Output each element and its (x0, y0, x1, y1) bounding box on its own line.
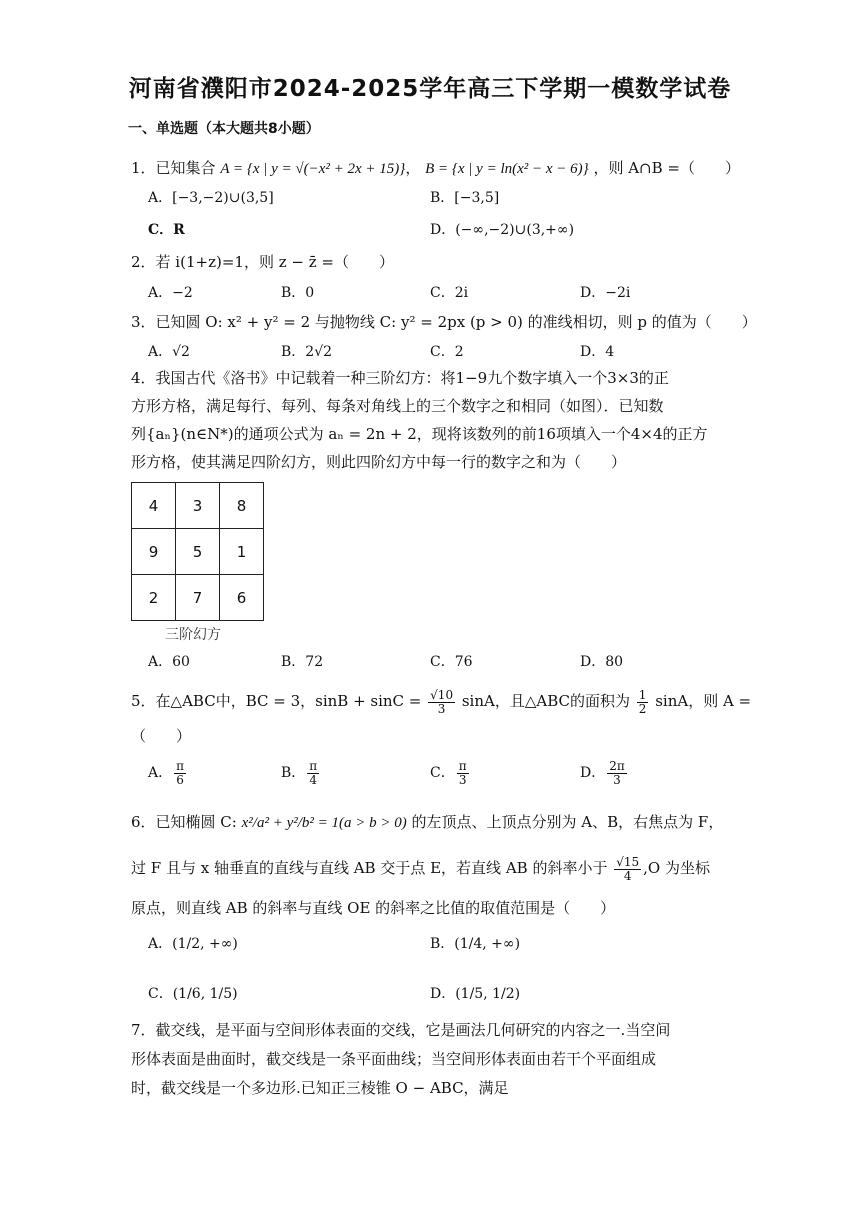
fraction: $\frac{\pi}{4}$ (309, 758, 318, 787)
fraction: $\frac{√10}{3}$ (430, 687, 454, 716)
set-a-definition: A = {x | y = √(−x² + 2x + 15)} (220, 161, 406, 177)
grid-cell: 7 (176, 575, 220, 621)
question-4-line-2: 方形方格，满足每行、每列、每条对角线上的三个数字之和相同（如图）．已知数 (131, 397, 664, 415)
question-5-paren: （ ） (131, 727, 192, 745)
q4-option-a[interactable]: A．60 (148, 654, 190, 670)
q1-option-c[interactable]: C．R (148, 222, 185, 238)
q2-option-b[interactable]: B．0 (281, 285, 315, 301)
grid-row (132, 575, 264, 621)
q5-option-d[interactable]: D． $\frac{2\pi}{3}$ (580, 758, 625, 787)
ellipse-equation: x²/a² + y²/b² = 1(a > b > 0) (241, 815, 407, 831)
q6-option-a[interactable]: A．(1/2, +∞) (148, 936, 238, 952)
grid-cell: 1 (220, 529, 264, 575)
question-6-line-1: 6．已知椭圆 C: x²/a² + y²/b² = 1(a > b > 0) 的左顶点、上顶点分别为 A、B，右焦点为 F， (131, 813, 724, 831)
q5-option-c[interactable]: C． $\frac{\pi}{3}$ (430, 758, 467, 787)
grid-row (132, 529, 264, 575)
fraction: $\frac{\pi}{6}$ (176, 758, 185, 787)
q3-option-b[interactable]: B．2√2 (281, 344, 333, 360)
q3-option-c[interactable]: C．2 (430, 344, 464, 360)
question-6-line-2: 过 F 且与 x 轴垂直的直线与直线 AB 交于点 E，若直线 AB 的斜率小于 $\frac{√15}{4}$ ,O 为坐标 (131, 854, 710, 883)
fraction: $\frac{√15}{4}$ (616, 854, 640, 883)
question-4-line-3: 列{aₙ}(n∈N*)的通项公式为 aₙ = 2n + 2，现将该数列的前16项填入一个4×4的正方 (131, 425, 708, 443)
q4-option-d[interactable]: D．80 (580, 654, 624, 670)
grid-cell: 5 (176, 529, 220, 575)
q5-option-a[interactable]: A． $\frac{\pi}{6}$ (148, 758, 185, 787)
q5-option-b[interactable]: B． $\frac{\pi}{4}$ (281, 758, 318, 787)
question-1-stem: 1．已知集合 A = {x | y = √(−x² + 2x + 15)}， B = {x | y = ln(x² − x − 6)} ，则 A∩B =（ ） (131, 159, 740, 177)
question-5-stem: 5．在△ABC中，BC = 3，sinB + sinC = $\frac{√10}{3}$ sinA，且△ABC的面积为 $\frac{1}{2}$ sinA，则 A = (131, 687, 752, 716)
set-b-definition: B = {x | y = ln(x² − x − 6)} (425, 161, 589, 177)
fraction: $\frac{1}{2}$ (638, 687, 647, 716)
q2-option-a[interactable]: A．−2 (148, 285, 193, 301)
grid-cell: 9 (132, 529, 176, 575)
q4-option-b[interactable]: B．72 (281, 654, 324, 670)
question-7-line-3: 时，截交线是一个多边形.已知正三棱锥 O − ABC，满足 (131, 1079, 509, 1097)
exam-title: 河南省濮阳市2024-2025学年高三下学期一模数学试卷 (128, 76, 732, 102)
magic-square-grid (131, 482, 264, 621)
grid-cell: 4 (132, 483, 176, 529)
q2-option-d[interactable]: D．−2i (580, 285, 631, 301)
grid-cell: 3 (176, 483, 220, 529)
grid-cell: 8 (220, 483, 264, 529)
grid-cell: 6 (220, 575, 264, 621)
question-7-line-2: 形体表面是曲面时，截交线是一条平面曲线；当空间形体表面由若干个平面组成 (131, 1050, 657, 1068)
q1-option-a[interactable]: A．[−3,−2)∪(3,5] (148, 190, 274, 206)
fraction: $\frac{\pi}{3}$ (458, 758, 467, 787)
question-2-stem: 2．若 i(1+z)=1，则 z − z̄ =（ ） (131, 253, 394, 271)
q3-option-a[interactable]: A．√2 (148, 344, 190, 360)
fraction: $\frac{2\pi}{3}$ (609, 758, 625, 787)
q3-option-d[interactable]: D．4 (580, 344, 615, 360)
q2-option-c[interactable]: C．2i (430, 285, 469, 301)
q1-option-d[interactable]: D．(−∞,−2)∪(3,+∞) (430, 222, 575, 238)
magic-square-caption: 三阶幻方 (165, 627, 221, 643)
question-6-line-3: 原点，则直线 AB 的斜率与直线 OE 的斜率之比值的取值范围是（ ） (131, 899, 616, 917)
question-4-line-1: 4．我国古代《洛书》中记载着一种三阶幻方：将1−9九个数字填入一个3×3的正 (131, 369, 669, 387)
q4-option-c[interactable]: C．76 (430, 654, 473, 670)
grid-row (132, 483, 264, 529)
q6-option-d[interactable]: D．(1/5, 1/2) (430, 986, 521, 1002)
question-3-stem: 3．已知圆 O: x² + y² = 2 与抛物线 C: y² = 2px (p > 0) 的准线相切，则 p 的值为（ ） (131, 313, 757, 331)
grid-cell: 2 (132, 575, 176, 621)
question-7-line-1: 7．截交线，是平面与空间形体表面的交线，它是画法几何研究的内容之一.当空间 (131, 1021, 671, 1039)
section-heading: 一、单选题（本大题共8小题） (128, 121, 320, 137)
q6-option-c[interactable]: C．(1/6, 1/5) (148, 986, 238, 1002)
question-4-line-4: 形方格，使其满足四阶幻方，则此四阶幻方中每一行的数字之和为（ ） (131, 453, 627, 471)
q6-option-b[interactable]: B．(1/4, +∞) (430, 936, 521, 952)
q1-option-b[interactable]: B．[−3,5] (430, 190, 500, 206)
